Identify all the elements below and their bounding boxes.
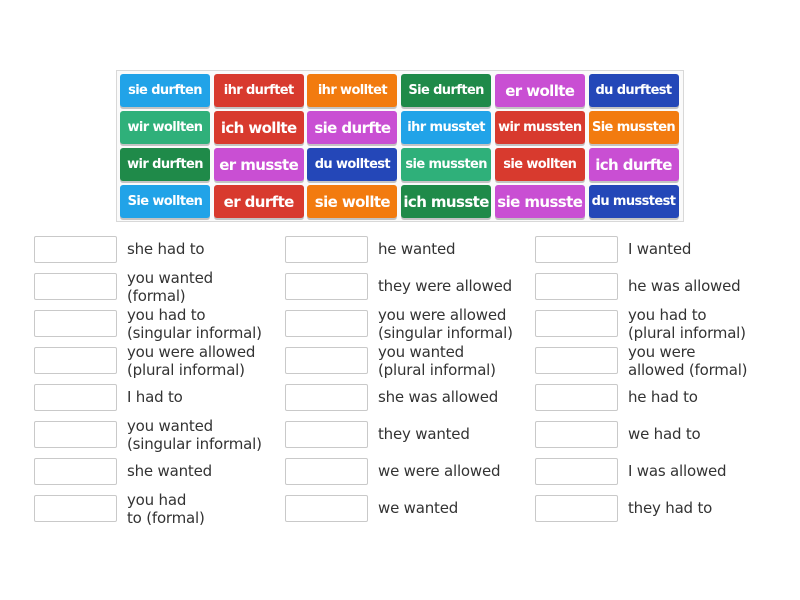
word-tile[interactable]: sie wollte — [307, 185, 397, 218]
prompt-label: you wanted (formal) — [127, 269, 213, 305]
prompt-label: he was allowed — [628, 277, 741, 295]
word-tile[interactable]: Sie durften — [401, 74, 491, 107]
answer-drop-zone[interactable] — [285, 236, 368, 263]
prompt-label: you had to (formal) — [127, 491, 205, 527]
answer-drop-zone[interactable] — [535, 458, 618, 485]
word-tile[interactable]: ihr musstet — [401, 111, 491, 144]
prompt-label: they were allowed — [378, 277, 512, 295]
answer-drop-zone[interactable] — [285, 384, 368, 411]
prompt-label: you had to (singular informal) — [127, 306, 262, 342]
word-tile[interactable]: er durfte — [214, 185, 304, 218]
prompt-label: she wanted — [127, 462, 212, 480]
answer-drop-zone[interactable] — [285, 421, 368, 448]
answer-drop-zone[interactable] — [285, 495, 368, 522]
word-tile[interactable]: wir wollten — [120, 111, 210, 144]
answer-drop-zone[interactable] — [285, 347, 368, 374]
answer-drop-zone[interactable] — [34, 458, 117, 485]
prompt-label: he had to — [628, 388, 698, 406]
prompt-label: they had to — [628, 499, 713, 517]
answer-drop-zone[interactable] — [285, 273, 368, 300]
prompt-label: she had to — [127, 240, 205, 258]
word-tile[interactable]: er musste — [214, 148, 304, 181]
prompt-label: you wanted (plural informal) — [378, 343, 496, 379]
word-tile[interactable]: Sie wollten — [120, 185, 210, 218]
prompt-label: I wanted — [628, 240, 692, 258]
answer-drop-zone[interactable] — [285, 310, 368, 337]
prompt-label: he wanted — [378, 240, 456, 258]
prompt-label: you were allowed (plural informal) — [127, 343, 256, 379]
answer-drop-zone[interactable] — [535, 495, 618, 522]
word-tile[interactable]: ihr durftet — [214, 74, 304, 107]
answer-drop-zone[interactable] — [34, 347, 117, 374]
word-tile[interactable]: ich durfte — [589, 148, 679, 181]
word-tile[interactable]: du wolltest — [307, 148, 397, 181]
word-tile[interactable]: sie mussten — [401, 148, 491, 181]
answer-drop-zone[interactable] — [34, 495, 117, 522]
prompt-label: I had to — [127, 388, 183, 406]
answer-drop-zone[interactable] — [535, 347, 618, 374]
prompt-label: you were allowed (formal) — [628, 343, 748, 379]
answer-drop-zone[interactable] — [34, 384, 117, 411]
word-tile[interactable]: du durftest — [589, 74, 679, 107]
prompt-label: we wanted — [378, 499, 459, 517]
word-tile[interactable]: ihr wolltet — [307, 74, 397, 107]
answer-drop-zone[interactable] — [34, 273, 117, 300]
answer-drop-zone[interactable] — [535, 421, 618, 448]
prompt-label: she was allowed — [378, 388, 499, 406]
word-tile[interactable]: sie durften — [120, 74, 210, 107]
word-tile[interactable]: sie durfte — [307, 111, 397, 144]
word-tile-bank — [116, 70, 684, 222]
answer-drop-zone[interactable] — [535, 384, 618, 411]
prompt-label: you had to (plural informal) — [628, 306, 746, 342]
answer-drop-zone[interactable] — [535, 236, 618, 263]
prompt-label: they wanted — [378, 425, 470, 443]
prompt-label: I was allowed — [628, 462, 727, 480]
word-tile[interactable]: sie wollten — [495, 148, 585, 181]
word-tile[interactable]: Sie mussten — [589, 111, 679, 144]
answer-drop-zone[interactable] — [285, 458, 368, 485]
prompt-label: we had to — [628, 425, 701, 443]
answer-drop-zone[interactable] — [34, 421, 117, 448]
word-tile[interactable]: wir durften — [120, 148, 210, 181]
prompt-label: you wanted (singular informal) — [127, 417, 262, 453]
word-tile[interactable]: ich musste — [401, 185, 491, 218]
answer-drop-zone[interactable] — [34, 310, 117, 337]
word-tile[interactable]: wir mussten — [495, 111, 585, 144]
word-tile[interactable]: ich wollte — [214, 111, 304, 144]
prompt-label: you were allowed (singular informal) — [378, 306, 513, 342]
word-tile[interactable]: du musstest — [589, 185, 679, 218]
prompt-label: we were allowed — [378, 462, 501, 480]
answer-drop-zone[interactable] — [535, 310, 618, 337]
answer-drop-zone[interactable] — [34, 236, 117, 263]
word-tile[interactable]: sie musste — [495, 185, 585, 218]
answer-drop-zone[interactable] — [535, 273, 618, 300]
word-tile[interactable]: er wollte — [495, 74, 585, 107]
